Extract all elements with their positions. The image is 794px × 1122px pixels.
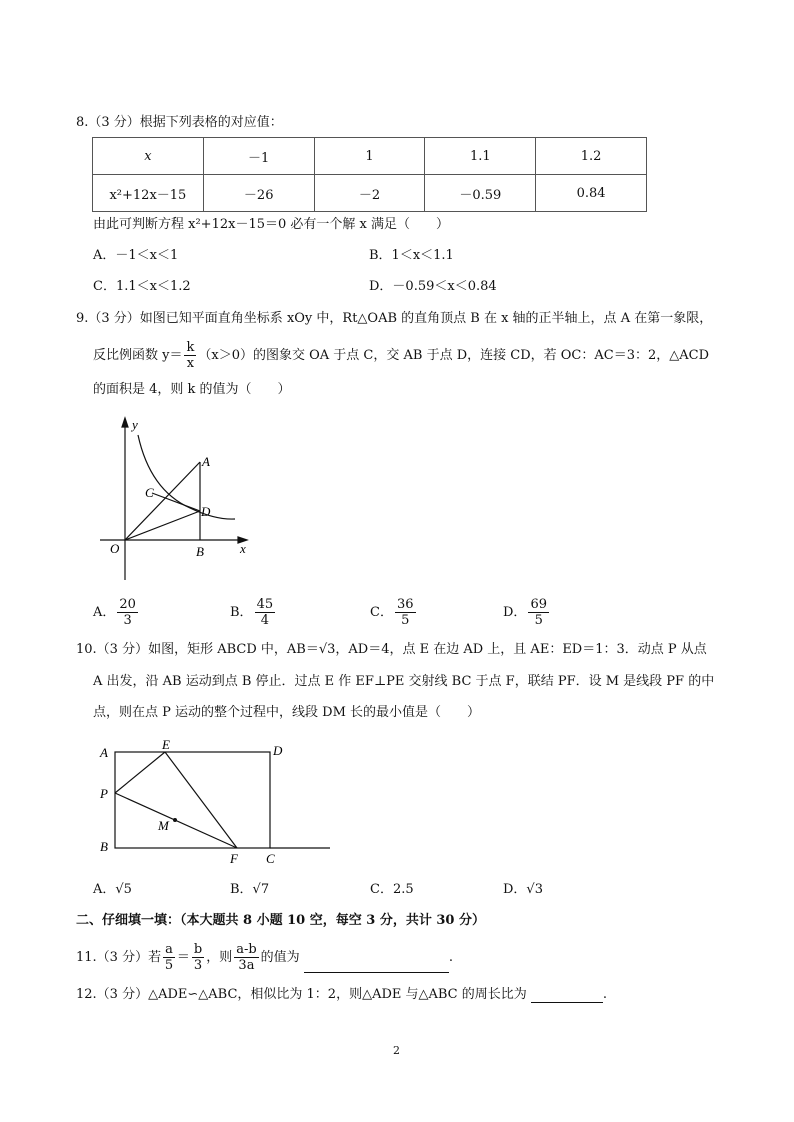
table-cell: 1.1 bbox=[425, 138, 536, 175]
q9-option-b[interactable] bbox=[230, 597, 277, 628]
table-cell: 1.2 bbox=[536, 138, 647, 175]
numerator: a-b bbox=[236, 942, 257, 957]
label-d: D bbox=[201, 504, 211, 519]
q10-line1: 10.（3 分）如图，矩形 ABCD 中，AB＝√3，AD＝4，点 E 在边 AD 上，且 AE：ED＝1：3．动点 P 从点 bbox=[76, 642, 707, 657]
fraction bbox=[255, 597, 276, 628]
q10-line3: 点，则在点 P 运动的整个过程中，线段 DM 长的最小值是（ ） bbox=[93, 705, 481, 720]
q8-value-table bbox=[92, 137, 647, 212]
numerator: 36 bbox=[396, 597, 414, 612]
q12-text: 12.（3 分）△ADE∽△ABC，相似比为 1：2，则△ADE 与△ABC 的周长比为 bbox=[76, 987, 527, 1002]
numerator: a bbox=[165, 942, 173, 957]
table-row bbox=[93, 175, 647, 212]
answer-blank[interactable] bbox=[304, 952, 449, 973]
q8-option-d[interactable]: D．－0.59＜x＜0.84 bbox=[369, 279, 497, 294]
denominator: 3a bbox=[238, 958, 255, 973]
table-cell: －1 bbox=[203, 138, 314, 175]
q8-option-c[interactable]: C．1.1＜x＜1.2 bbox=[93, 279, 191, 294]
q11-text: ，则 bbox=[206, 950, 233, 965]
option-letter: A． bbox=[93, 605, 116, 620]
label-c: C bbox=[145, 485, 154, 500]
q8-stem: 8.（3 分）根据下列表格的对应值： bbox=[76, 115, 283, 130]
label-x: x bbox=[240, 541, 246, 556]
q10-line2: A 出发，沿 AB 运动到点 B 停止．过点 E 作 EF⊥PE 交射线 BC 于点 F，联结 PF．设 M 是线段 PF 的中 bbox=[93, 674, 715, 689]
fraction bbox=[528, 597, 549, 628]
q9-option-d[interactable] bbox=[503, 597, 551, 628]
label-a: A bbox=[100, 745, 108, 760]
q12-text: . bbox=[602, 987, 608, 1002]
numerator: 20 bbox=[119, 597, 136, 612]
table-cell: 0.84 bbox=[536, 175, 647, 212]
numerator: b bbox=[193, 942, 203, 957]
q8-question: 由此可判断方程 x²+12x－15＝0 必有一个解 x 满足（ ） bbox=[93, 217, 449, 232]
table-cell: 1 bbox=[314, 138, 425, 175]
label-y: y bbox=[132, 417, 138, 432]
option-letter: D． bbox=[503, 605, 527, 620]
numerator: 69 bbox=[530, 597, 547, 612]
denominator: 3 bbox=[123, 613, 132, 628]
q11-text: 的值为 bbox=[260, 950, 300, 965]
q11-text: 11.（3 分）若 bbox=[76, 950, 162, 965]
q9-option-a[interactable] bbox=[93, 597, 140, 628]
fraction bbox=[163, 942, 175, 973]
q9-line2 bbox=[93, 340, 709, 371]
fraction bbox=[234, 942, 258, 973]
q10-option-c[interactable]: C．2.5 bbox=[370, 882, 414, 897]
fraction bbox=[192, 942, 204, 973]
q9-line1: 9.（3 分）如图已知平面直角坐标系 xOy 中，Rt△OAB 的直角顶点 B 在 x 轴的正半轴上，点 A 在第一象限， bbox=[76, 311, 713, 326]
q10-option-a[interactable]: A．√5 bbox=[93, 882, 132, 897]
q11-text: . bbox=[448, 950, 453, 965]
q10-option-b[interactable]: B．√7 bbox=[230, 882, 270, 897]
fraction bbox=[184, 340, 196, 371]
q10-rectangle-figure bbox=[90, 735, 340, 870]
q9-line3: 的面积是 4，则 k 的值为（ ） bbox=[93, 382, 291, 397]
section-heading: 二、仔细填一填：（本大题共 8 小题 10 空，每空 3 分，共计 30 分） bbox=[76, 913, 485, 928]
label-e: E bbox=[162, 737, 170, 752]
table-row bbox=[93, 138, 647, 175]
label-b: B bbox=[196, 544, 204, 559]
label-o: O bbox=[110, 541, 120, 556]
q9-coordinate-figure bbox=[90, 415, 260, 585]
q11 bbox=[76, 942, 453, 973]
label-c: C bbox=[266, 851, 275, 866]
q9-text: （x＞0）的图象交 OA 于点 C，交 AB 于点 D，连接 CD，若 OC：AC＝3：2，△ACD bbox=[198, 348, 709, 363]
table-cell: x²+12x－15 bbox=[93, 175, 204, 212]
denominator: 5 bbox=[401, 613, 410, 628]
label-a: A bbox=[202, 454, 210, 469]
table-cell: －2 bbox=[314, 175, 425, 212]
q11-text: ＝ bbox=[176, 950, 190, 965]
fraction bbox=[395, 597, 416, 628]
q12 bbox=[76, 987, 607, 1003]
q8-option-b[interactable]: B．1＜x＜1.1 bbox=[369, 248, 454, 263]
label-m: M bbox=[158, 818, 169, 833]
label-d: D bbox=[273, 743, 283, 758]
denominator: 4 bbox=[260, 613, 269, 628]
label-b: B bbox=[100, 839, 108, 854]
q8-option-a[interactable]: A．－1＜x＜1 bbox=[93, 248, 179, 263]
q10-option-d[interactable]: D．√3 bbox=[503, 882, 543, 897]
denominator: 3 bbox=[193, 958, 203, 973]
table-cell: x bbox=[93, 138, 204, 175]
denominator: x bbox=[186, 356, 195, 371]
q9-option-c[interactable] bbox=[370, 597, 418, 628]
option-letter: C． bbox=[370, 605, 393, 620]
page-number: 2 bbox=[393, 1044, 400, 1057]
numerator: 45 bbox=[256, 597, 274, 612]
q9-text: 反比例函数 y＝ bbox=[93, 348, 183, 363]
option-letter: B． bbox=[230, 605, 253, 620]
table-cell: －0.59 bbox=[425, 175, 536, 212]
table-cell: －26 bbox=[203, 175, 314, 212]
denominator: 5 bbox=[164, 958, 174, 973]
fraction bbox=[117, 597, 138, 628]
denominator: 5 bbox=[534, 613, 543, 628]
answer-blank[interactable] bbox=[531, 987, 603, 1003]
label-f: F bbox=[230, 851, 238, 866]
numerator: k bbox=[186, 340, 195, 355]
label-p: P bbox=[100, 786, 108, 801]
